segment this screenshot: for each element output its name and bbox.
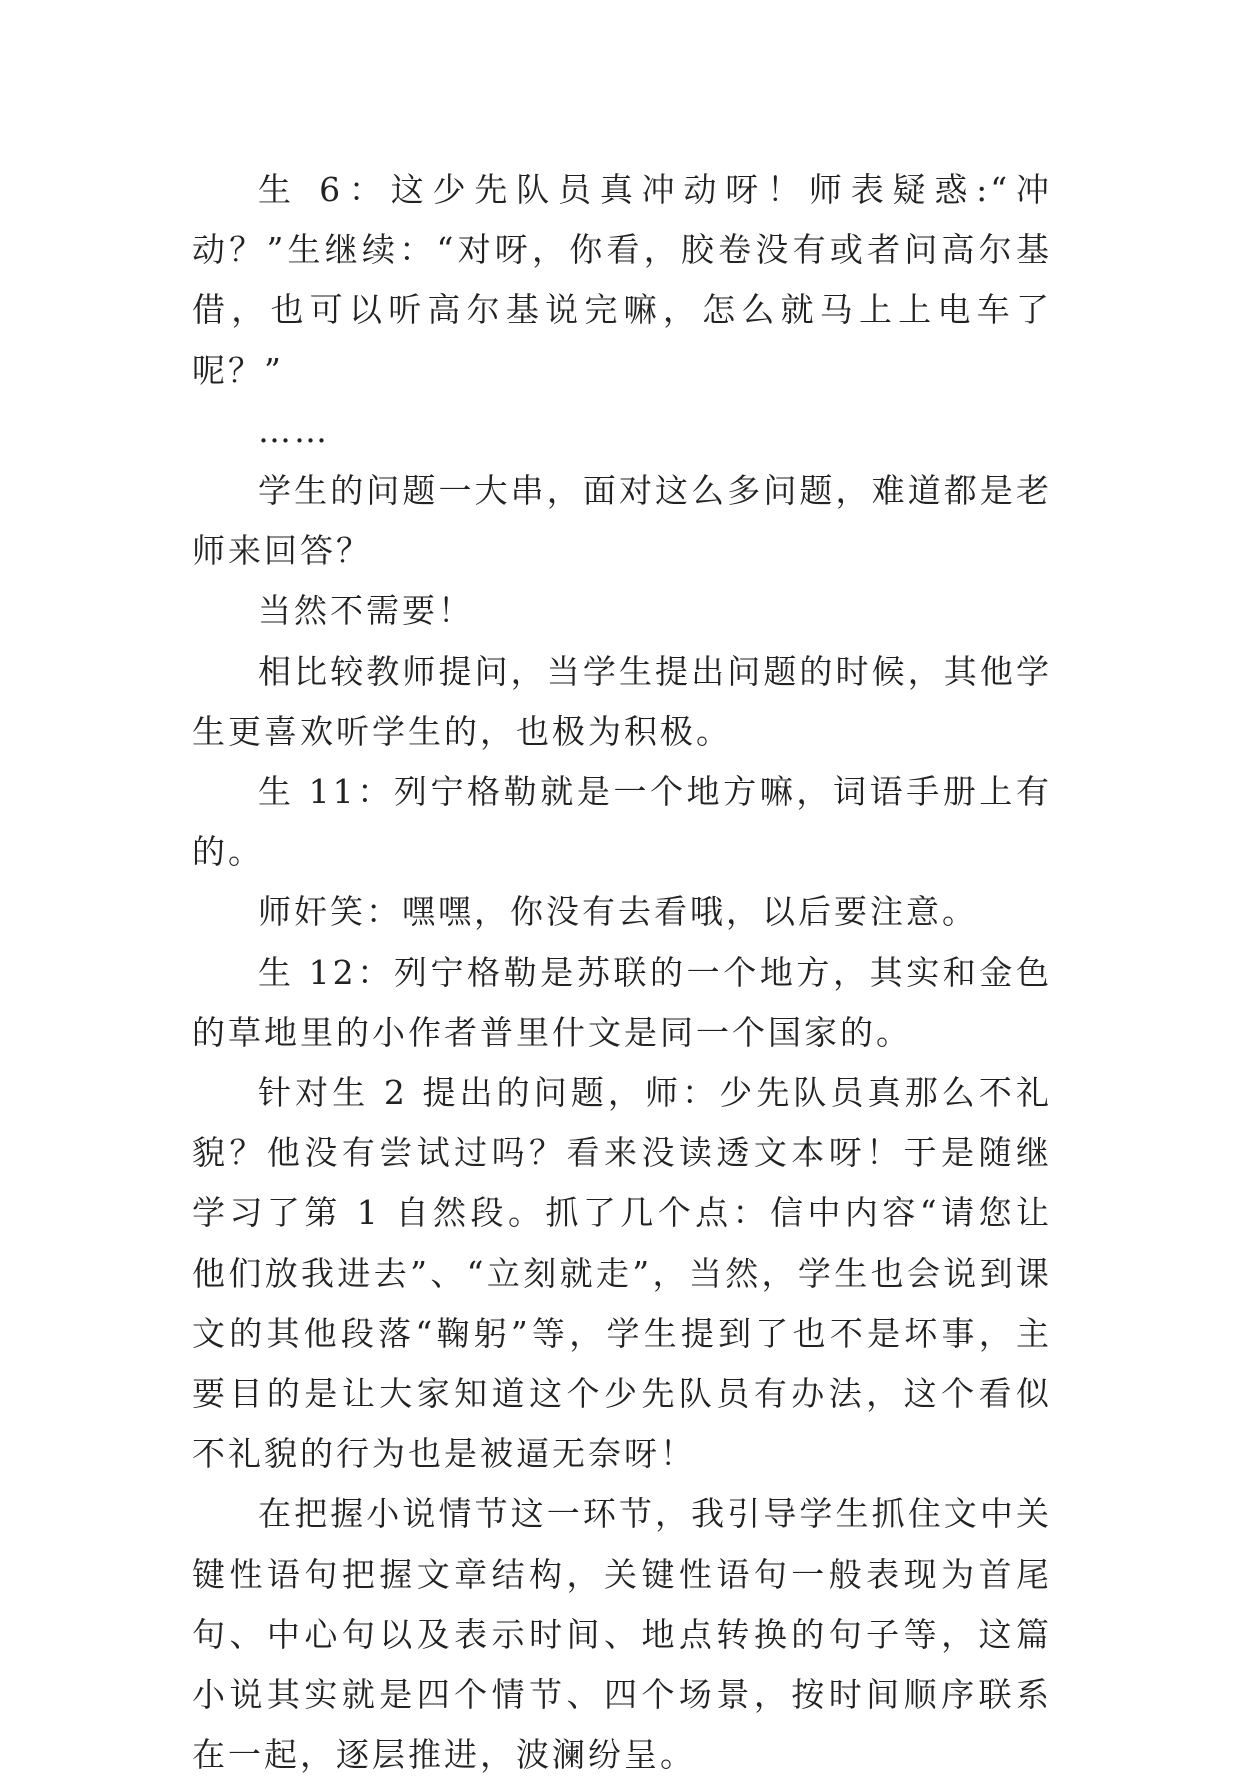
paragraph-student6: 生 6：这少先队员真冲动呀！师表疑惑:“冲动？”生继续：“对呀，你看，胶卷没有或者问高尔基借，也可以听高尔基说完嘛，怎么就马上上电车了呢？” (192, 170, 1052, 390)
paragraph-student11: 生 11：列宁格勒就是一个地方嘛，词语手册上有的。 (192, 772, 1052, 872)
paragraph-ellipsis: …… (258, 410, 330, 450)
paragraph-plot-analysis: 在把握小说情节这一环节，我引导学生抓住文中关键性语句把握文章结构，关键性语句一般表现为首尾句、中心句以及表示时间、地点转换的句子等，这篇小说其实就是四个情节、四个场景，按时间顺序联系在一起，逐层推进，波澜纷呈。 (192, 1494, 1052, 1775)
paragraph-answer: 当然不需要！ (258, 591, 474, 631)
paragraph-teacher-reply: 师奸笑：嘿嘿，你没有去看哦，以后要注意。 (258, 892, 978, 932)
document-body (192, 160, 1052, 1785)
paragraph-questions: 学生的问题一大串，面对这么多问题，难道都是老师来回答？ (192, 471, 1052, 571)
paragraph-student2-discussion: 针对生 2 提出的问题，师：少先队员真那么不礼貌？他没有尝试过吗？看来没读透文本呀！于是随继学习了第 1 自然段。抓了几个点：信中内容“请您让他们放我进去”、“立刻就走”，当然，学生也会说到课文的其他段落“鞠躬”等，学生提到了也不是坏事，主要目的是让大家知道这个少先队员有办法，这个看似不礼貌的行为也是被逼无奈呀！ (192, 1073, 1052, 1474)
paragraph-comparison: 相比较教师提问，当学生提出问题的时候，其他学生更喜欢听学生的，也极为积极。 (192, 651, 1052, 751)
paragraph-student12: 生 12：列宁格勒是苏联的一个地方，其实和金色的草地里的小作者普里什文是同一个国家的。 (192, 952, 1052, 1052)
